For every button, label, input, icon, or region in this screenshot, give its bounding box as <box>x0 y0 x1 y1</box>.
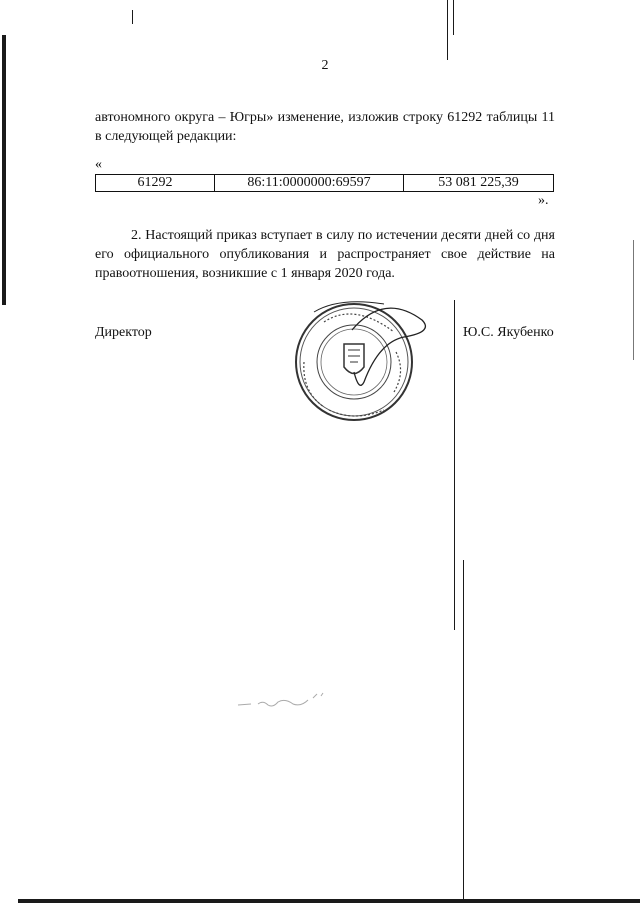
scan-line-far-right <box>633 240 634 360</box>
scan-edge-left <box>2 35 6 305</box>
scan-line-right-3 <box>454 300 455 630</box>
paragraph-amendment: автономного округа – Югры» изменение, изложив строку 61292 таблицы 11 в следующей редакции: <box>95 110 555 144</box>
scan-edge-bottom <box>18 899 640 903</box>
amendment-table <box>95 174 554 192</box>
signer-position: Директор <box>95 325 152 340</box>
value-cell: 53 081 225,39 <box>404 175 554 192</box>
coat-of-arms-icon <box>344 344 364 374</box>
scan-line-right-1 <box>447 0 448 60</box>
scan-line-right-2 <box>453 0 454 35</box>
cadastral-number-cell: 86:11:0000000:69597 <box>215 175 404 192</box>
table-row <box>96 175 554 192</box>
scan-mark-top <box>132 10 133 24</box>
quote-open: « <box>95 157 102 172</box>
quote-close: ». <box>538 193 549 208</box>
signer-name: Ю.С. Якубенко <box>463 325 554 340</box>
row-number-cell: 61292 <box>96 175 215 192</box>
scan-line-right-4 <box>463 560 464 900</box>
official-seal <box>284 292 434 427</box>
scan-scribble <box>233 690 333 712</box>
page-number: 2 <box>321 58 329 73</box>
paragraph-effective-date: 2. Настоящий приказ вступает в силу по истечении десяти дней со дня его официального опубликования и распространяет свое действие на правоотношения, возникшие с 1 января 2020 года. <box>95 228 555 281</box>
